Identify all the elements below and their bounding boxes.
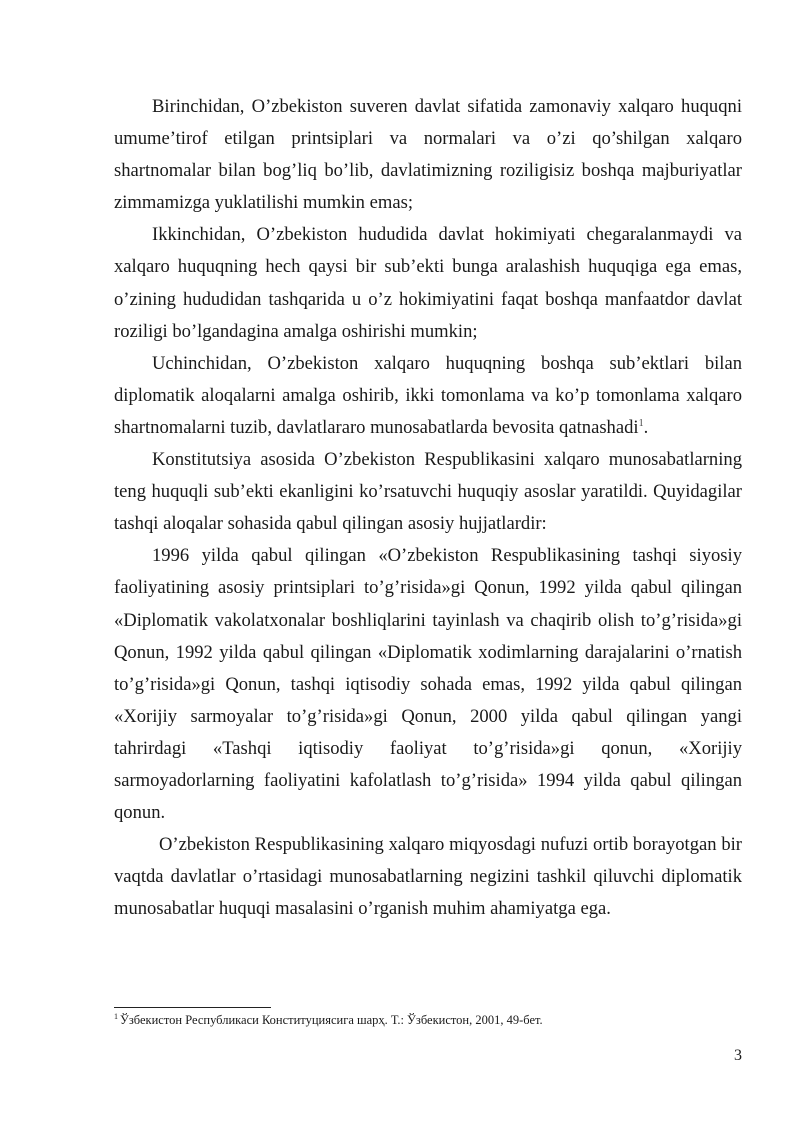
paragraph-4: Konstitutsiya asosida O’zbekiston Respublikasini xalqaro munosabatlarning teng huquqli sub’ekti ekanligini ko’rsatuvchi huquqiy asoslar yaratildi. Quyidagilar tashqi aloqalar sohasida qabul qilingan asosiy hujjatlardir: (114, 449, 742, 535)
page-number: 3 (734, 1047, 742, 1064)
paragraph-2: Ikkinchidan, O’zbekiston hududida davlat hokimiyati chegaralanmaydi va xalqaro huquqning hech qaysi bir sub’ekti bunga aralashish huquqiga ega emas, o’zining hududidan tashqarida u o’z hokimiyatini faqat boshqa manfaatdor davlat roziligi bo’lgandagina amalga oshirishi mumkin; (114, 224, 742, 342)
footnote-number: 1 (114, 1011, 118, 1021)
paragraph-1: Birinchidan, O’zbekiston suveren davlat sifatida zamonaviy xalqaro huquqni umume’tirof etilgan printsiplari va normalari va o’zi qo’shilgan xalqaro shartnomalar bilan bog’liq bo’lib, davlatimizning roziligisiz boshqa majburiyatlar zimmamizga yuklatilishi mumkin emas; (114, 96, 742, 214)
paragraph-6: O’zbekiston Respublikasining xalqaro miqyosdagi nufuzi ortib borayotgan bir vaqtda davlatlar o’rtasidagi munosabatlarning negizini tashkil qiluvchi diplomatik munosabatlar huquqi masalasini o’rganish muhim ahamiyatga ega. (114, 834, 742, 920)
paragraph-3 (114, 348, 742, 444)
footnote-reference[interactable]: 1 (638, 417, 644, 429)
body-text (114, 91, 742, 925)
footnote-text: Ўзбекистон Республикаси Конституциясига шарҳ. Т.: Ўзбекистон, 2001, 49-бет. (120, 1013, 543, 1027)
paragraph-3-text: Uchinchidan, O’zbekiston xalqaro huquqning boshqa sub’ektlari bilan diplomatik aloqalarni amalga oshirib, ikki tomonlama va ko’p tomonlama xalqaro shartnomalarni tuzib, davlatlararo munosabatlarda bevosita qatnashadi (114, 352, 742, 438)
footnote (114, 1012, 742, 1028)
paragraph-3-tail: . (643, 416, 649, 438)
footnote-separator (114, 1007, 271, 1008)
paragraph-5: 1996 yilda qabul qilingan «O’zbekiston Respublikasining tashqi siyosiy faoliyatining asosiy printsiplari to’g’risida»gi Qonun, 1992 yilda qabul qilingan «Diplomatik vakolatxonalar boshliqlarini tayinlash va chaqirib olish to’g’risida»gi Qonun, 1992 yilda qabul qilingan «Diplomatik xodimlarning darajalarini o’rnatish to’g’risida»gi Qonun, tashqi iqtisodiy sohada emas, 1992 yilda qabul qilingan «Xorijiy sarmoyalar to’g’risida»gi Qonun, 2000 yilda qabul qilingan yangi tahrirdagi «Tashqi iqtisodiy faoliyat to’g’risida»gi qonun, «Xorijiy sarmoyadorlarning faoliyatini kafolatlash to’g’risida» 1994 yilda qabul qilingan qonun. (114, 545, 742, 824)
